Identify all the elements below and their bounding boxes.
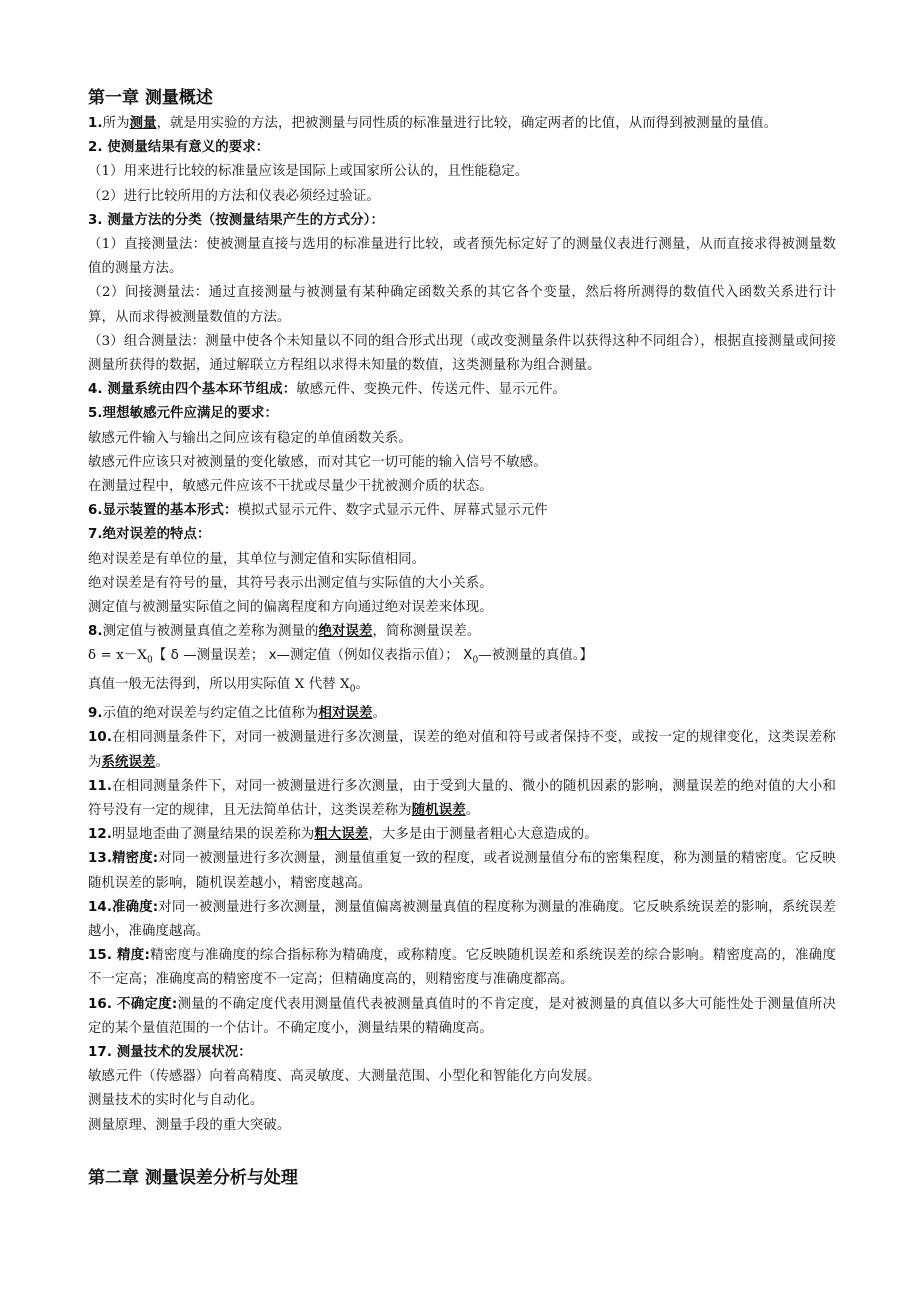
formula-line bbox=[88, 644, 836, 673]
section-6 bbox=[88, 499, 836, 523]
chapter-1-title: 第一章 测量概述 bbox=[88, 88, 213, 108]
section-number: 9. bbox=[88, 706, 103, 722]
list-item: 敏感元件应该只对被测量的变化敏感，而对其它一切可能的输入信号不敏感。 bbox=[88, 454, 547, 470]
list-item: 敏感元件输入与输出之间应该有稳定的单值函数关系。 bbox=[88, 430, 412, 446]
section-16 bbox=[88, 993, 836, 1041]
section-text: 敏感元件、变换元件、传送元件、显示元件。 bbox=[296, 382, 567, 398]
section-number: 10. bbox=[88, 730, 113, 746]
section-heading: 6.显示装置的基本形式： bbox=[88, 503, 238, 519]
section-2-heading: 2. 使测量结果有意义的要求： bbox=[88, 140, 270, 156]
subscript: 0 bbox=[146, 656, 153, 667]
section-text: 。 bbox=[355, 677, 370, 693]
formula-note bbox=[88, 673, 836, 702]
section-3-heading: 3. 测量方法的分类（按测量结果产生的方式分）： bbox=[88, 212, 384, 228]
section-8 bbox=[88, 620, 836, 644]
formula-legend: 【 δ —测量误差； x—测定值（例如仪表指示值）； X bbox=[152, 648, 473, 664]
section-heading: 4. 测量系统由四个基本环节组成： bbox=[88, 382, 297, 398]
chapter-2-title: 第二章 测量误差分析与处理 bbox=[88, 1167, 298, 1188]
formula: δ = x－X bbox=[88, 648, 147, 664]
section-heading: 15. 精度: bbox=[88, 948, 150, 964]
section-5-heading: 5.理想敏感元件应满足的要求： bbox=[88, 406, 278, 422]
key-term: 系统误差 bbox=[101, 754, 156, 770]
section-text: 真值一般无法得到，所以用实际值 X 代替 X bbox=[88, 677, 350, 693]
section-1 bbox=[88, 112, 836, 136]
list-item: （1）用来进行比较的标准量应该是国际上或国家所公认的，且性能稳定。 bbox=[88, 164, 529, 180]
list-item: （2）间接测量法：通过直接测量与被测量有某种确定函数关系的其它各个变量，然后将所测得的数值代入函数关系进行计算，从而求得被测量数值的方法。 bbox=[88, 285, 836, 325]
list-item: 在测量过程中，敏感元件应该不干扰或尽量少干扰被测介质的状态。 bbox=[88, 479, 493, 495]
list-item: 敏感元件（传感器）向着高精度、高灵敏度、大测量范围、小型化和智能化方向发展。 bbox=[88, 1069, 601, 1085]
section-13 bbox=[88, 847, 836, 895]
section-text: 精密度与准确度的综合指标称为精确度，或称精度。它反映随机误差和系统误差的综合影响。精密度高的，准确度不一定高；准确度高的精密度不一定高；但精确度高的，则精密度与准确度都高。 bbox=[88, 948, 836, 988]
subscript: 0 bbox=[472, 656, 479, 667]
section-text: 在相同测量条件下，对同一被测量进行多次测量，误差的绝对值和符号或者保持不变，或按一定的规律变化，这类误差称为 bbox=[88, 730, 836, 770]
subscript: 0 bbox=[349, 685, 356, 696]
section-text: 测定值与被测量真值之差称为测量的 bbox=[102, 624, 319, 640]
section-text: 模拟式显示元件、数字式显示元件、屏幕式显示元件 bbox=[237, 503, 548, 519]
key-term: 相对误差 bbox=[318, 706, 373, 722]
section-12 bbox=[88, 823, 836, 847]
section-11 bbox=[88, 775, 836, 823]
section-text: 对同一被测量进行多次测量，测量值重复一致的程度，或者说测量值分布的密集程度，称为测量的精密度。它反映随机误差的影响，随机误差越小，精密度越高。 bbox=[88, 851, 837, 891]
section-text: 。 bbox=[372, 706, 386, 722]
section-text: 测量的不确定度代表用测量值代表被测量真值时的不肯定度，是对被测量的真值以多大可能性处于测量值所决定的某个量值范围的一个估计。不确定度小，测量结果的精确度高。 bbox=[88, 996, 836, 1036]
section-17-heading: 17. 测量技术的发展状况： bbox=[88, 1045, 252, 1061]
list-item: 测定值与被测量实际值之间的偏离程度和方向通过绝对误差来体现。 bbox=[88, 600, 493, 616]
list-item: 绝对误差是有符号的量，其符号表示出测定值与实际值的大小关系。 bbox=[88, 575, 493, 591]
section-number: 8. bbox=[88, 624, 103, 640]
section-text: 所为 bbox=[102, 116, 130, 131]
list-item: （1）直接测量法：使被测量直接与选用的标准量进行比较，或者预先标定好了的测量仪表进行测量，从而直接求得被测量数值的测量方法。 bbox=[88, 237, 836, 277]
key-term: 粗大误差 bbox=[314, 827, 369, 843]
document-page bbox=[88, 86, 836, 1192]
section-number: 1. bbox=[88, 116, 103, 131]
section-7-heading: 7.绝对误差的特点： bbox=[88, 527, 211, 543]
section-text: 明显地歪曲了测量结果的误差称为 bbox=[112, 827, 315, 843]
formula-legend: —被测量的真值。】 bbox=[478, 648, 593, 664]
section-text: 示值的绝对误差与约定值之比值称为 bbox=[102, 706, 319, 722]
key-term: 随机误差 bbox=[411, 803, 466, 819]
section-4 bbox=[88, 378, 836, 402]
section-text: 。 bbox=[155, 754, 169, 770]
section-heading: 16. 不确定度: bbox=[88, 996, 178, 1012]
section-text: ，就是用实验的方法，把被测量与同性质的标准量进行比较，确定两者的比值，从而得到被测量的量值。 bbox=[156, 116, 778, 131]
section-text: 在相同测量条件下，对同一被测量进行多次测量，由于受到大量的、微小的随机因素的影响，测量误差的绝对值的大小和符号没有一定的规律，且无法简单估计，这类误差称为 bbox=[88, 778, 836, 819]
section-number: 11. bbox=[88, 778, 113, 794]
key-term: 测量 bbox=[129, 116, 157, 131]
section-10 bbox=[88, 726, 836, 774]
section-heading: 13.精密度: bbox=[88, 851, 159, 867]
section-text: ，简称测量误差。 bbox=[372, 624, 481, 640]
list-item: 测量原理、测量手段的重大突破。 bbox=[88, 1117, 291, 1133]
list-item: （2）进行比较所用的方法和仪表必须经过验证。 bbox=[88, 188, 380, 204]
section-number: 12. bbox=[88, 827, 113, 843]
section-15 bbox=[88, 944, 836, 992]
list-item: （3）组合测量法：测量中使各个未知量以不同的组合形式出现（或改变测量条件以获得这种不同组合），根据直接测量或间接测量所获得的数据，通过解联立方程组以求得未知量的数值，这类测量称为组合测量。 bbox=[88, 333, 836, 374]
key-term: 绝对误差 bbox=[318, 624, 373, 640]
list-item: 测量技术的实时化与自动化。 bbox=[88, 1093, 264, 1109]
section-text: 对同一被测量进行多次测量，测量值偏离被测量真值的程度称为测量的准确度。它反映系统误差的影响，系统误差越小，准确度越高。 bbox=[88, 899, 837, 940]
section-9 bbox=[88, 702, 836, 726]
section-text: 。 bbox=[465, 803, 480, 819]
section-heading: 14.准确度: bbox=[88, 899, 159, 915]
section-14 bbox=[88, 896, 836, 944]
list-item: 绝对误差是有单位的量，其单位与测定值和实际值相同。 bbox=[88, 551, 426, 567]
section-text: ，大多是由于测量者粗心大意造成的。 bbox=[368, 827, 598, 843]
